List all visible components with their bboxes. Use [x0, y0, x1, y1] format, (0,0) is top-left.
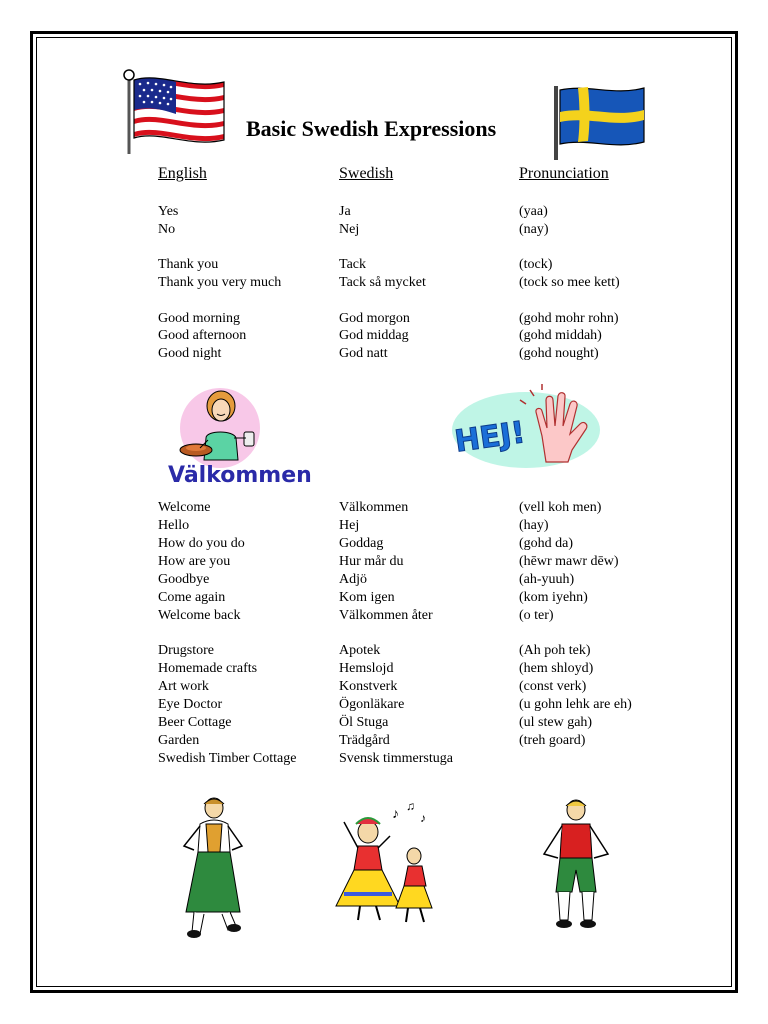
swedish-text: God middag: [339, 328, 409, 343]
pronunciation-text: (ah-yuuh): [519, 572, 575, 587]
pronunciation-text: (ul stew gah): [519, 715, 593, 730]
swedish-text: Adjö: [339, 572, 367, 587]
swedish-text: Ögonläkare: [339, 697, 405, 712]
pronunciation-text: (hay): [519, 518, 549, 533]
swedish-text: God morgon: [339, 311, 410, 326]
us-flag-icon: [120, 68, 230, 156]
header-english: English: [158, 165, 207, 182]
swedish-text: Välkommen åter: [339, 608, 433, 623]
phrase-row: [0, 678, 768, 696]
valkommen-waitress-clipart: [164, 380, 312, 488]
english-text: No: [158, 222, 176, 237]
phrase-row: [0, 589, 768, 607]
swedish-text: Hej: [339, 518, 360, 533]
english-text: Eye Doctor: [158, 697, 223, 712]
english-text: How are you: [158, 554, 231, 569]
phrase-row: [0, 607, 768, 625]
phrase-row: [0, 714, 768, 732]
phrase-row: [0, 553, 768, 571]
svg-text:♪: ♪: [420, 811, 426, 825]
pronunciation-text: (gohd mohr rohn): [519, 311, 619, 326]
swedish-text: Tack så mycket: [339, 275, 426, 290]
swedish-text: Hemslojd: [339, 661, 394, 676]
phrase-row: [0, 499, 768, 517]
pronunciation-text: (tock): [519, 257, 553, 272]
header-swedish: Swedish: [339, 165, 394, 182]
header-pronunciation: Pronunciation: [519, 165, 609, 182]
page-title: Basic Swedish Expressions: [246, 116, 497, 141]
valkommen-text: Välkommen: [168, 463, 312, 488]
swedish-text: God natt: [339, 346, 388, 361]
phrase-row: [0, 750, 768, 768]
phrase-row: [0, 571, 768, 589]
swedish-text: Kom igen: [339, 590, 395, 605]
hej-wave-clipart: [446, 382, 606, 474]
english-text: Come again: [158, 590, 226, 605]
pronunciation-text: (tock so mee kett): [519, 275, 620, 290]
english-text: Good morning: [158, 311, 241, 326]
swedish-flag-icon: [548, 80, 648, 162]
pronunciation-text: (gohd middah): [519, 328, 602, 343]
english-text: Good night: [158, 346, 222, 361]
swedish-text: Apotek: [339, 643, 381, 658]
svg-text:♫: ♫: [406, 799, 415, 813]
english-text: Garden: [158, 733, 200, 748]
woman-dancer-clipart: [178, 794, 248, 940]
phrase-row: [0, 642, 768, 660]
phrase-row: [0, 310, 768, 328]
swedish-text: Trädgård: [339, 733, 390, 748]
swedish-text: Goddag: [339, 536, 384, 551]
english-text: How do you do: [158, 536, 245, 551]
phrase-row: [0, 345, 768, 363]
phrase-row: [0, 221, 768, 239]
pronunciation-text: (u gohn lehk are eh): [519, 697, 632, 712]
pronunciation-text: (hem shloyd): [519, 661, 594, 676]
phrase-row: [0, 660, 768, 678]
pronunciation-text: (gohd nought): [519, 346, 599, 361]
english-text: Homemade crafts: [158, 661, 258, 676]
english-text: Yes: [158, 204, 179, 219]
english-text: Goodbye: [158, 572, 210, 587]
phrase-row: [0, 327, 768, 345]
man-dancer-clipart: [536, 796, 614, 934]
english-text: Swedish Timber Cottage: [158, 751, 297, 766]
dancing-girls-clipart: [330, 796, 442, 928]
phrase-row: [0, 517, 768, 535]
pronunciation-text: (kom iyehn): [519, 590, 588, 605]
phrase-row: [0, 203, 768, 221]
pronunciation-text: (nay): [519, 222, 549, 237]
english-text: Thank you: [158, 257, 219, 272]
phrase-row: [0, 696, 768, 714]
english-text: Beer Cottage: [158, 715, 232, 730]
swedish-text: Konstverk: [339, 679, 398, 694]
pronunciation-text: (Ah poh tek): [519, 643, 591, 658]
swedish-text: Välkommen: [339, 500, 409, 515]
phrase-row: [0, 732, 768, 750]
english-text: Thank you very much: [158, 275, 282, 290]
phrase-row: [0, 535, 768, 553]
english-text: Welcome: [158, 500, 211, 515]
english-text: Welcome back: [158, 608, 241, 623]
swedish-text: Hur mår du: [339, 554, 404, 569]
swedish-text: Tack: [339, 257, 367, 272]
phrase-row: [0, 256, 768, 274]
hej-text: HEJ!: [452, 415, 528, 460]
pronunciation-text: (vell koh men): [519, 500, 602, 515]
pronunciation-text: (const verk): [519, 679, 587, 694]
english-text: Drugstore: [158, 643, 214, 658]
pronunciation-text: (hēwr mawr dēw): [519, 554, 619, 569]
swedish-text: Nej: [339, 222, 360, 237]
english-text: Good afternoon: [158, 328, 247, 343]
phrase-row: [0, 274, 768, 292]
english-text: Hello: [158, 518, 190, 533]
swedish-text: Ja: [339, 204, 351, 219]
pronunciation-text: (treh goard): [519, 733, 586, 748]
svg-text:♪: ♪: [392, 807, 399, 822]
english-text: Art work: [158, 679, 209, 694]
swedish-text: Öl Stuga: [339, 715, 389, 730]
pronunciation-text: (yaa): [519, 204, 548, 219]
pronunciation-text: (o ter): [519, 608, 554, 623]
swedish-text: Svensk timmerstuga: [339, 751, 453, 766]
pronunciation-text: (gohd da): [519, 536, 574, 551]
